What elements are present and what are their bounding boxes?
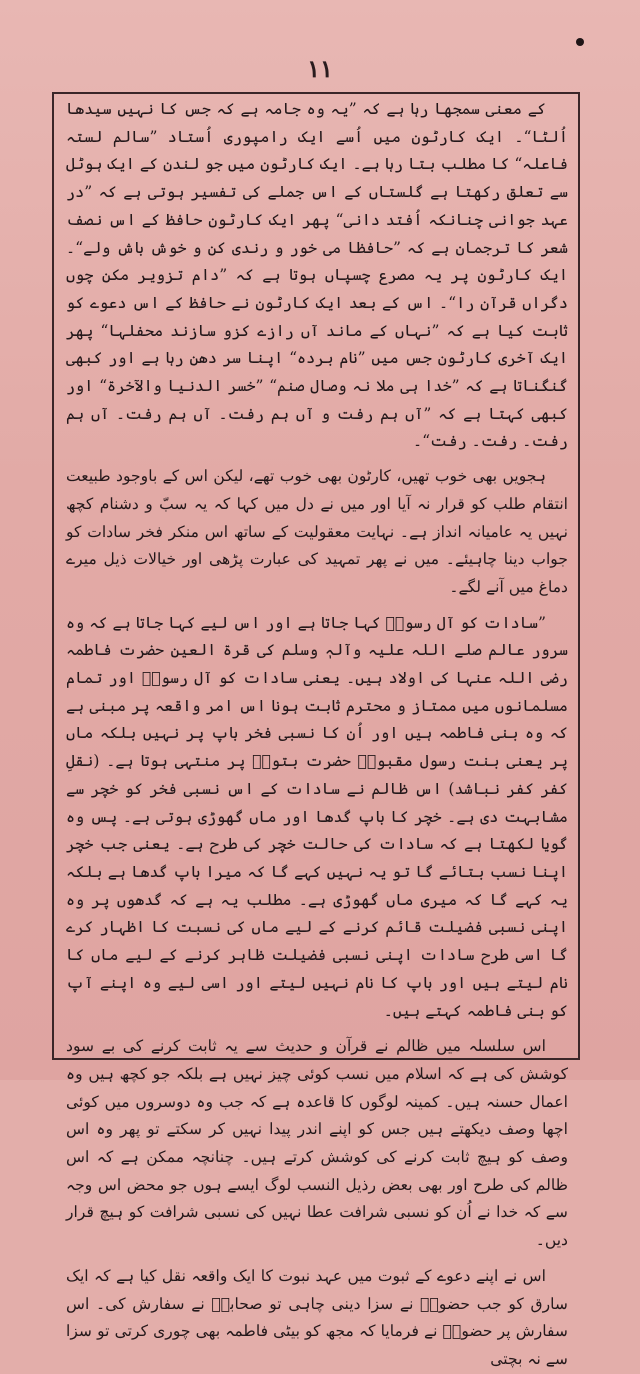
text-body	[66, 96, 568, 1368]
paragraph-4: اس سلسلہ میں ظالم نے قرآن و حدیث سے یہ ثابت کرنے کی بے سود کوشش کی ہے کہ اسلام میں نسب کوئی چیز نہیں ہے بلکہ جو کچھ ہیں وہ اعمال حسنہ ہیں۔ کمینہ لوگوں کا قاعدہ ہے کہ جب وہ دوسروں میں کوئی اچھا وصف دیکھتے ہیں جس کو اپنے اندر پیدا نہیں کر سکتے تو پھر وہ اس وصف کو ہیچ ثابت کرنے کی کوشش کرتے ہیں۔ چنانچہ ممکن ہے کہ اس ظالم کی طرح اور بھی بعض رذیل النسب لوگ ایسے ہوں جو محض اس وجہ سے کہ خدا نے اُن کو نسبی شرافت عطا نہیں کی نسبی شرافت کو ہیچ قرار دیں۔	[66, 1037, 568, 1250]
ink-dot	[576, 38, 584, 46]
paragraph-2: ہجویں بھی خوب تھیں، کارٹون بھی خوب تھے، لیکن اس کے باوجود طبیعت انتقام طلب کو قرار نہ آیا اور میں نے دل میں کہا کہ یہ سبّ و دشنام کچھ نہیں یہ عامیانہ انداز ہے۔ نہایت معقولیت کے ساتھ اس منکر فخر سادات کو جواب دینا چاہیئے۔ میں نے پھر تمہید کی عبارت پڑھی اور خیالات ذیل میرے دماغ میں آنے لگے۔	[66, 467, 568, 596]
paragraph-3: ”سادات کو آل رسولؐ کہا جاتا ہے اور اس لیے کہا جاتا ہے کہ وہ سرور عالم صلے اللہ علیہ وآلہٖ وسلم کی قرۃ العین حضرت فاطمہ رضی اللہ عنہا کی اولاد ہیں۔ یعنی سادات کو آل رسولؐ اور تمام مسلمانوں میں ممتاز و محترم ثابت ہونا اس امر واقعہ پر مبنی ہے کہ وہ بنی فاطمہ ہیں اور اُن کا نسبی فخر باپ پر نہیں بلکہ ماں پر یعنی بنت رسول مقبولؐ حضرت بتولؑ پر منتہی ہوتا ہے۔ (نقلِ کفر کفر نباشد) اس ظالم نے سادات کے اس نسبی فخر کو خچر سے مشابہت دی ہے۔ خچر کا باپ گدھا اور ماں گھوڑی ہوتی ہے۔ پس وہ گویا لکھتا ہے کہ سادات کی حالت خچر کی طرح ہے۔ یعنی جب خچر اپنا نسب بتائے گا تو یہ نہیں کہے گا کہ میرا باپ گدھا ہے بلکہ یہ کہے گا کہ میری ماں گھوڑی ہے۔ مطلب یہ ہے کہ گدھوں پر وہ اپنی نسبی فضیلت قائم کرنے کے لیے ماں کی نسبت کا اظہار کرے گا اسی طرح سادات اپنی نسبی فضیلت ظاہر کرنے کے لیے ماں کا نام لیتے ہیں اور باپ کا نام نہیں لیتے اور اسی لیے وہ اپنے آپ کو بنی فاطمہ کہتے ہیں۔	[66, 613, 568, 1020]
paragraph-5: اس نے اپنے دعوے کے ثبوت میں عہد نبوت کا ایک واقعہ نقل کیا ہے کہ ایک سارق کو جب حضورؐ نے سزا دینی چاہی تو صحابہؓ نے سفارش کی۔ اس سفارش پر حضورؐ نے فرمایا کہ مجھ کو بیٹی فاطمہ بھی چوری کرتی تو سزا سے نہ بچتی	[66, 1266, 568, 1368]
paragraph-1: کے معنی سمجھا رہا ہے کہ ”یہ وہ جامہ ہے کہ جس کا نہیں سیدھا اُلٹا“۔ ایک کارٹون میں اُسے ایک رامپوری اُستاد ”سالم لستہ فاعلہ“ کا مطلب بتا رہا ہے۔ ایک کارٹون میں جو لندن کے ایک ہوٹل سے تعلق رکھتا ہے گلستاں کے اس جملے کی تفسیر ہوتی ہے کہ ”در عہد جوانی چنانکہ اُفتد دانی“ پھر ایک کارٹون حافظ کے اس نصف شعر کا ترجمان ہے کہ ”حافظا می خور و رندی کن و خوش باش ولے“۔ ایک کارٹون پر یہ مصرع چسپاں ہوتا ہے کہ ”دام تزویر مکن چوں دگراں قرآن را“۔ اس کے بعد ایک کارٹون نے حافظ کے اس دعوے کو ثابت کیا ہے کہ ”نہاں کے ماند آں رازے کزو سازند محفلہا“ پھر ایک آخری کارٹون جس میں ”نام بردہ“ اپنا سر دھن رہا ہے اور کبھی گنگناتا ہے کہ ”خدا ہی ملا نہ وصال صنم“ ”خسر الدنیا والآخرۃ“ اور کبھی کہتا ہے کہ ”آں ہم رفت و آں ہم رفت۔ آں ہم رفت۔ آں ہم رفت۔ رفت۔ رفت“۔	[66, 100, 568, 451]
page-number: ۱۱	[307, 54, 333, 83]
